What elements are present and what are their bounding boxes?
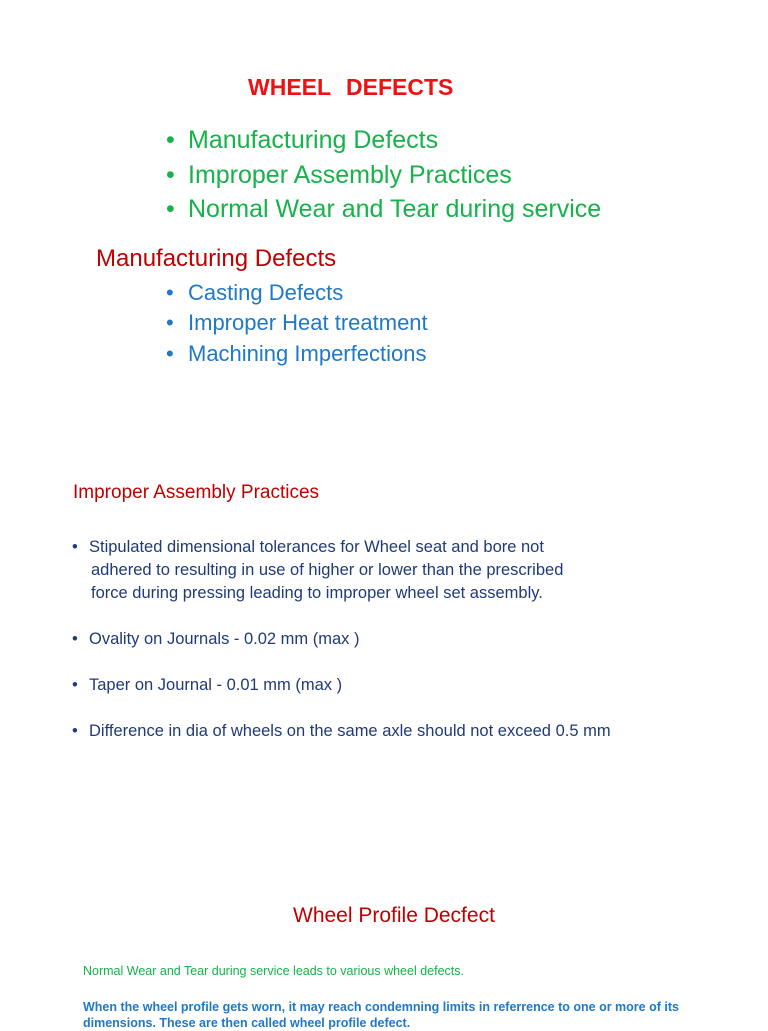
list-item bbox=[72, 674, 611, 697]
wheel-profile-heading: Wheel Profile Decfect bbox=[293, 904, 495, 927]
list-item-label: Improper Assembly Practices bbox=[188, 160, 512, 189]
condemning-limits-text: When the wheel profile gets worn, it may reach condemning limits in referrence to one or more of its dimensions. These are then called wheel profile defect. bbox=[83, 1000, 679, 1030]
bullet-icon: • bbox=[166, 310, 174, 336]
list-item-line: adhered to resulting in use of higher or lower than the prescribed bbox=[91, 561, 564, 579]
normal-wear-text: Normal Wear and Tear during service leads to various wheel defects. bbox=[83, 964, 464, 978]
list-item-label: Improper Heat treatment bbox=[188, 310, 428, 336]
list-item-label: Machining Imperfections bbox=[188, 340, 427, 366]
list-item-line: Difference in dia of wheels on the same axle should not exceed 0.5 mm bbox=[89, 722, 611, 740]
list-item bbox=[72, 536, 611, 605]
bullet-icon: • bbox=[166, 160, 175, 189]
manufacturing-defects-list bbox=[166, 278, 428, 369]
bullet-icon: • bbox=[72, 630, 78, 648]
bullet-icon: • bbox=[72, 722, 78, 740]
bullet-icon: • bbox=[166, 195, 175, 223]
list-item bbox=[166, 123, 601, 158]
bullet-icon: • bbox=[72, 538, 78, 556]
assembly-practices-heading: Improper Assembly Practices bbox=[73, 482, 320, 503]
defect-categories-list bbox=[166, 123, 601, 227]
list-item-label: Normal Wear and Tear during service bbox=[188, 195, 602, 223]
bullet-icon: • bbox=[72, 676, 78, 694]
list-item bbox=[166, 308, 428, 338]
list-item-label: Manufacturing Defects bbox=[188, 126, 439, 154]
list-item bbox=[72, 628, 611, 651]
bullet-icon: • bbox=[166, 340, 174, 366]
list-item bbox=[72, 720, 611, 743]
list-item-line: Taper on Journal - 0.01 mm (max ) bbox=[89, 676, 343, 694]
list-item-line: Stipulated dimensional tolerances for Wheel seat and bore not bbox=[89, 538, 544, 556]
list-item-line: Ovality on Journals - 0.02 mm (max ) bbox=[89, 630, 360, 648]
list-item bbox=[166, 192, 601, 227]
list-item-label: Casting Defects bbox=[188, 280, 344, 305]
assembly-practices-list bbox=[72, 536, 611, 766]
list-item bbox=[166, 158, 601, 193]
bullet-icon: • bbox=[166, 126, 175, 154]
page-title: WHEEL DEFECTS bbox=[248, 74, 454, 100]
list-item bbox=[166, 278, 428, 308]
list-item bbox=[166, 339, 428, 369]
manufacturing-defects-heading: Manufacturing Defects bbox=[96, 245, 337, 272]
bullet-icon: • bbox=[166, 280, 174, 305]
list-item-line: force during pressing leading to improper wheel set assembly. bbox=[91, 584, 543, 602]
